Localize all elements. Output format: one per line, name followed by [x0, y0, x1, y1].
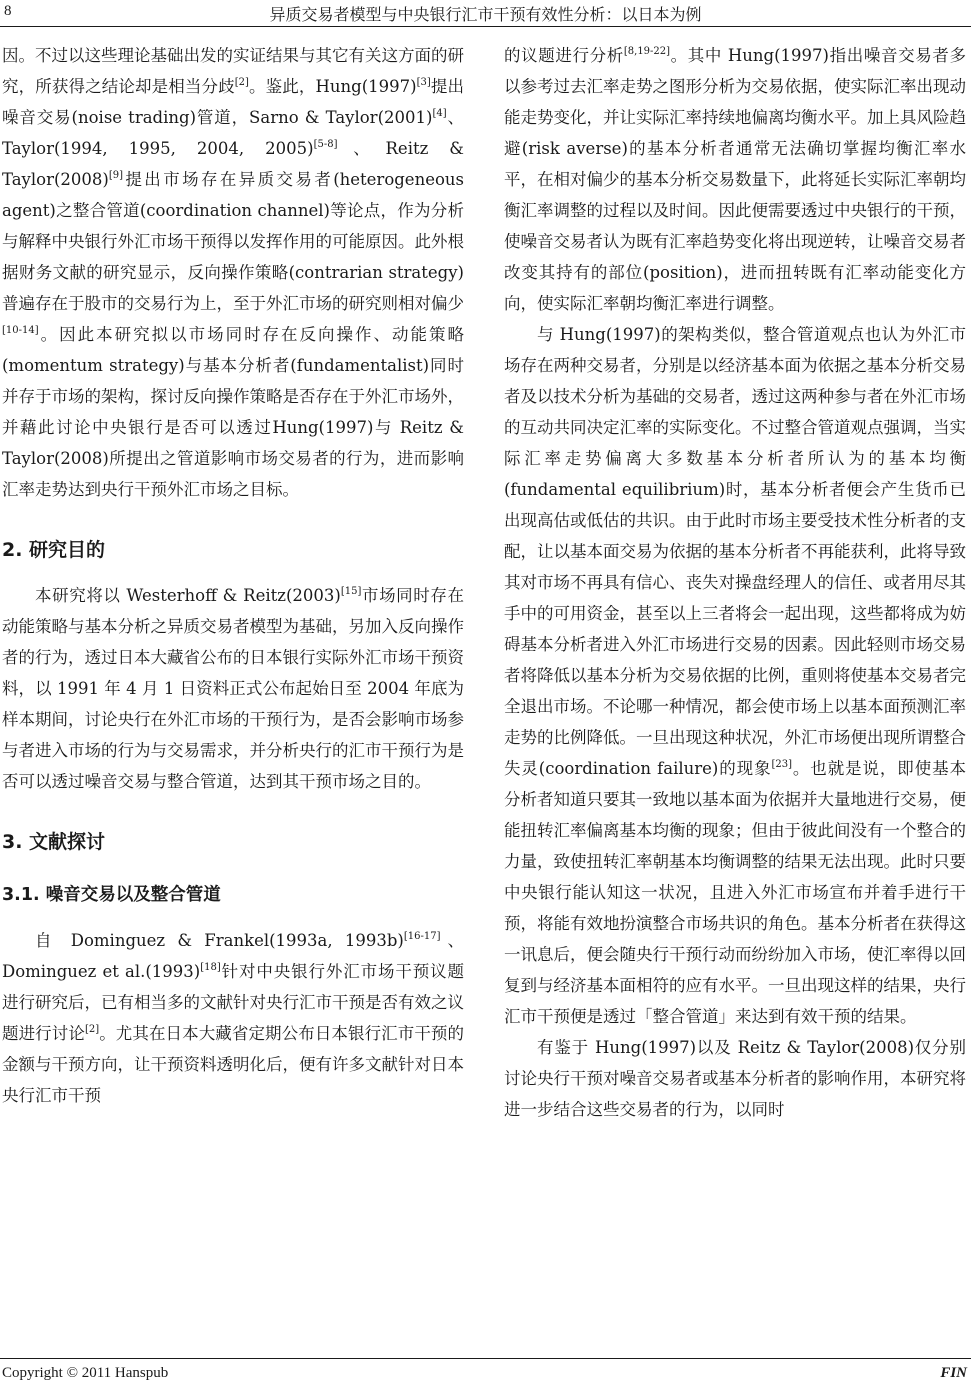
body-paragraph: 因。不过以这些理论基础出发的实证结果与其它有关这方面的研究，所获得之结论却是相当分歧[2]。鉴此，Hung(1997)[3]提出噪音交易(noise trading)管道，Sarno & Taylor(2001)[4]、Taylor(1994, 1995, 2004, 2005)[5-8]、Reitz & Taylor(2008)[9]提出市场存在异质交易者(heterogeneous agent)之整合管道(coordination channel)等论点，作为分析与解释中央银行外汇市场干预得以发挥作用的可能原因。此外根据财务文献的研究显示，反向操作策略(contrarian strategy)普遍存在于股市的交易行为上，至于外汇市场的研究则相对偏少[10-14]。因此本研究拟以市场同时存在反向操作、动能策略(momentum strategy)与基本分析者(fundamentalist)同时并存于市场的架构，探讨反向操作策略是否存在于外汇市场外，并藉此讨论中央银行是否可以透过Hung(1997)与 Reitz & Taylor(2008)所提出之管道影响市场交易者的行为，进而影响汇率走势达到央行干预外汇市场之目标。 — [2, 46, 465, 499]
citation: [2] — [84, 1024, 100, 1035]
citation: [23] — [771, 759, 792, 770]
citation: [15] — [340, 586, 362, 597]
body-paragraph: 有鉴于 Hung(1997)以及 Reitz & Taylor(2008)仅分别讨论央行干预对噪音交易者或基本分析者的影响作用，本研究将进一步结合这些交易者的行为，以同时 — [504, 1038, 966, 1119]
section-heading: 2. 研究目的 — [2, 539, 106, 561]
journal-abbreviation: FIN — [940, 1365, 967, 1381]
subsection-heading: 3.1. 噪音交易以及整合管道 — [2, 885, 221, 905]
citation: [16-17] — [403, 931, 441, 942]
body-paragraph: 的议题进行分析[8,19-22]。其中 Hung(1997)指出噪音交易者多以参考过去汇率走势之图形分析为交易依据，使实际汇率出现动能走势变化，并让实际汇率持续地偏离均衡水平。加上具风险趋避(risk averse)的基本分析者通常无法确切掌握均衡汇率水平，在相对偏少的基本分析交易数量下，此将延长实际汇率朝均衡汇率调整的过程以及时间。因此便需要透过中央银行的干预，使噪音交易者认为既有汇率趋势变化将出现逆转，让噪音交易者改变其持有的部位(position)，进而扭转既有汇率动能变化方向，使实际汇率朝均衡汇率进行调整。 — [504, 46, 966, 313]
citation: [3] — [416, 77, 431, 88]
page-header — [0, 0, 971, 27]
body-paragraph: 本研究将以 Westerhoff & Reitz(2003)[15]市场同时存在动能策略与基本分析之异质交易者模型为基础，另加入反向操作者的行为，透过日本大藏省公布的日本银行实际外汇市场干预资料，以 1991 年 4 月 1 日资料正式公布起始日至 2004 年底为样本期间，讨论央行在外汇市场的干预行为，是否会影响市场参与者进入市场的行为与交易需求，并分析央行的汇市干预行为是否可以透过噪音交易与整合管道，达到其干预市场之目的。 — [2, 586, 464, 791]
left-column — [2, 40, 464, 1111]
body-paragraph: 与 Hung(1997)的架构类似，整合管道观点也认为外汇市场存在两种交易者，分别是以经济基本面为依据之基本分析交易者及以技术分析为基础的交易者，透过这两种参与者在外汇市场的互动共同决定汇率的实际变化。不过整合管道观点强调，当实际汇率走势偏离大多数基本分析者所认为的基本均衡(fundamental equilibrium)时，基本分析者便会产生货币已出现高估或低估的共识。由于此时市场主要受技术性分析者的支配，让以基本面交易为依据的基本分析者不再能获利，此将导致其对市场不再具有信心、丧失对操盘经理人的信任、或者用尽其手中的可用资金，甚至以上三者将会一起出现，这些都将成为妨碍基本分析者进入外汇市场进行交易的因素。因此轻则市场交易者将降低以基本分析为交易依据的比例，重则将使基本交易者完全退出市场。不论哪一种情况，都会使市场上以基本面预测汇率走势的比例降低。一旦出现这种状况，外汇市场便出现所谓整合失灵(coordination failure)的现象[23]。也就是说，即使基本分析者知道只要其一致地以基本面为依据并大量地进行交易，便能扭转汇率偏离基本均衡的现象；但由于彼此间没有一个整合的力量，致使扭转汇率朝基本均衡调整的结果无法出现。此时只要中央银行能认知这一状况，且进入外汇市场宣布并着手进行干预，将能有效地扮演整合市场共识的角色。基本分析者在获得这一讯息后，便会随央行干预行动而纷纷加入市场，使汇率得以回复到与经济基本面相符的应有水平。一旦出现这样的结果，央行汇市干预便是透过「整合管道」来达到有效干预的结果。 — [504, 325, 966, 1026]
citation: [4] — [432, 108, 447, 119]
citation: [5-8] — [313, 139, 338, 150]
citation: [18] — [200, 962, 221, 973]
page-footer — [0, 1358, 971, 1387]
running-title: 异质交易者模型与中央银行汇市干预有效性分析：以日本为例 — [269, 5, 702, 24]
page-number: 8 — [4, 3, 12, 19]
citation: [10-14] — [2, 325, 39, 336]
right-column — [504, 40, 966, 1125]
citation: [2] — [234, 77, 249, 88]
body-paragraph: 自 Dominguez & Frankel(1993a, 1993b)[16-17]、Dominguez et al.(1993)[18]针对中央银行外汇市场干预议题进行研究后，已有相当多的文献针对央行汇市干预是否有效之议题进行讨论[2]。尤其在日本大藏省定期公布日本银行汇市干预的金额与干预方向，让干预资料透明化后，便有许多文献针对日本央行汇市干预 — [2, 931, 465, 1105]
section-heading: 3. 文献探讨 — [2, 831, 106, 853]
citation: [8,19-22] — [623, 46, 671, 57]
citation: [9] — [108, 170, 124, 181]
copyright-notice: Copyright © 2011 Hanspub — [2, 1365, 169, 1381]
